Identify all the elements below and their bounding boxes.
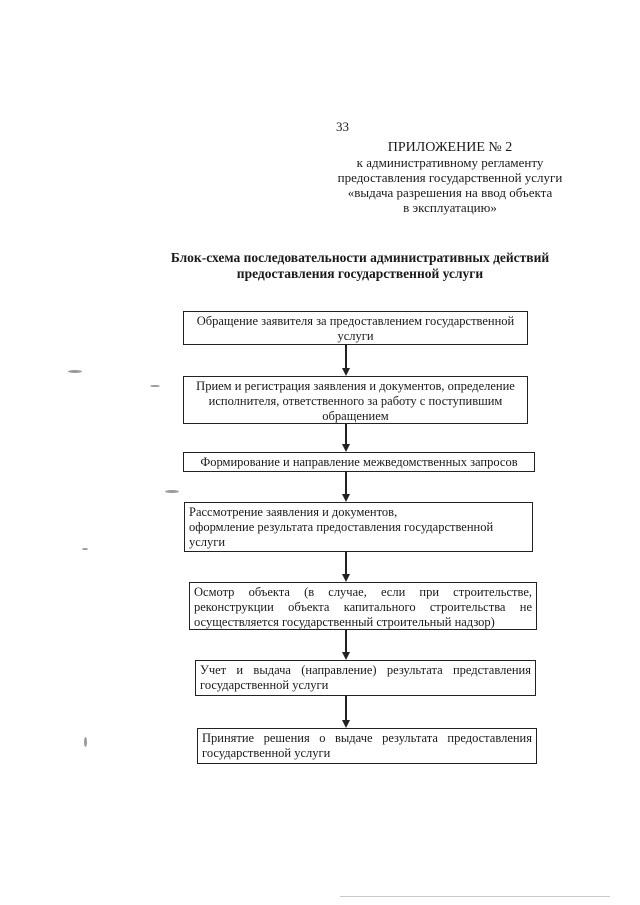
page-number: 33 <box>336 119 349 134</box>
flow-step-text: исполнителя, ответственного за работу с поступившим <box>208 394 503 408</box>
flow-arrow <box>342 345 350 376</box>
flow-step-text: Обращение заявителя за предоставлением государственной <box>196 314 515 328</box>
scan-mark <box>150 385 160 387</box>
flow-step-text: Формирование и направление межведомственных запросов <box>200 455 518 469</box>
flow-arrow <box>342 696 350 728</box>
flow-step-text: Учет и выдача (направление) результата представления государственной услуги <box>200 663 531 692</box>
annex-line: к административному регламенту <box>356 155 544 170</box>
flow-step-2 <box>183 376 528 424</box>
scan-line <box>340 896 610 897</box>
flow-arrow <box>342 552 350 582</box>
scan-mark <box>84 737 87 747</box>
flow-step-text: Осмотр объекта (в случае, если при строительстве, реконструкции объекта капитального строительства не осуществляется государственный строительный надзор) <box>194 585 532 629</box>
flow-step-4 <box>184 502 533 552</box>
flow-step-text: услуги <box>189 535 226 549</box>
flow-step-6 <box>195 660 536 696</box>
flow-arrow <box>342 472 350 502</box>
flow-step-text: Рассмотрение заявления и документов, <box>189 505 398 519</box>
scheme-title <box>160 250 560 282</box>
annex-line: предоставления государственной услуги <box>337 170 563 185</box>
annex-title: ПРИЛОЖЕНИЕ № 2 <box>387 140 513 155</box>
flow-step-3 <box>183 452 535 472</box>
flow-step-text: Прием и регистрация заявления и документов, определение <box>196 379 515 393</box>
scan-mark <box>165 490 179 493</box>
annex-header <box>330 140 570 215</box>
scan-mark <box>82 548 88 550</box>
flow-step-text: Принятие решения о выдаче результата предоставления государственной услуги <box>202 731 532 760</box>
scan-mark <box>68 370 82 373</box>
flow-step-text: обращением <box>322 409 389 423</box>
flow-step-5 <box>189 582 537 630</box>
scheme-title-line: Блок-схема последовательности административных действий <box>170 250 550 265</box>
annex-line: «выдача разрешения на ввод объекта <box>347 185 553 200</box>
flow-step-1 <box>183 311 528 345</box>
scheme-title-line: предоставления государственной услуги <box>236 266 484 281</box>
flow-arrow <box>342 424 350 452</box>
flow-step-7 <box>197 728 537 764</box>
flow-arrow <box>342 630 350 660</box>
flow-step-text: оформление результата предоставления государственной <box>189 520 494 534</box>
flow-step-text: услуги <box>337 329 374 343</box>
annex-line: в эксплуатацию» <box>403 200 497 215</box>
